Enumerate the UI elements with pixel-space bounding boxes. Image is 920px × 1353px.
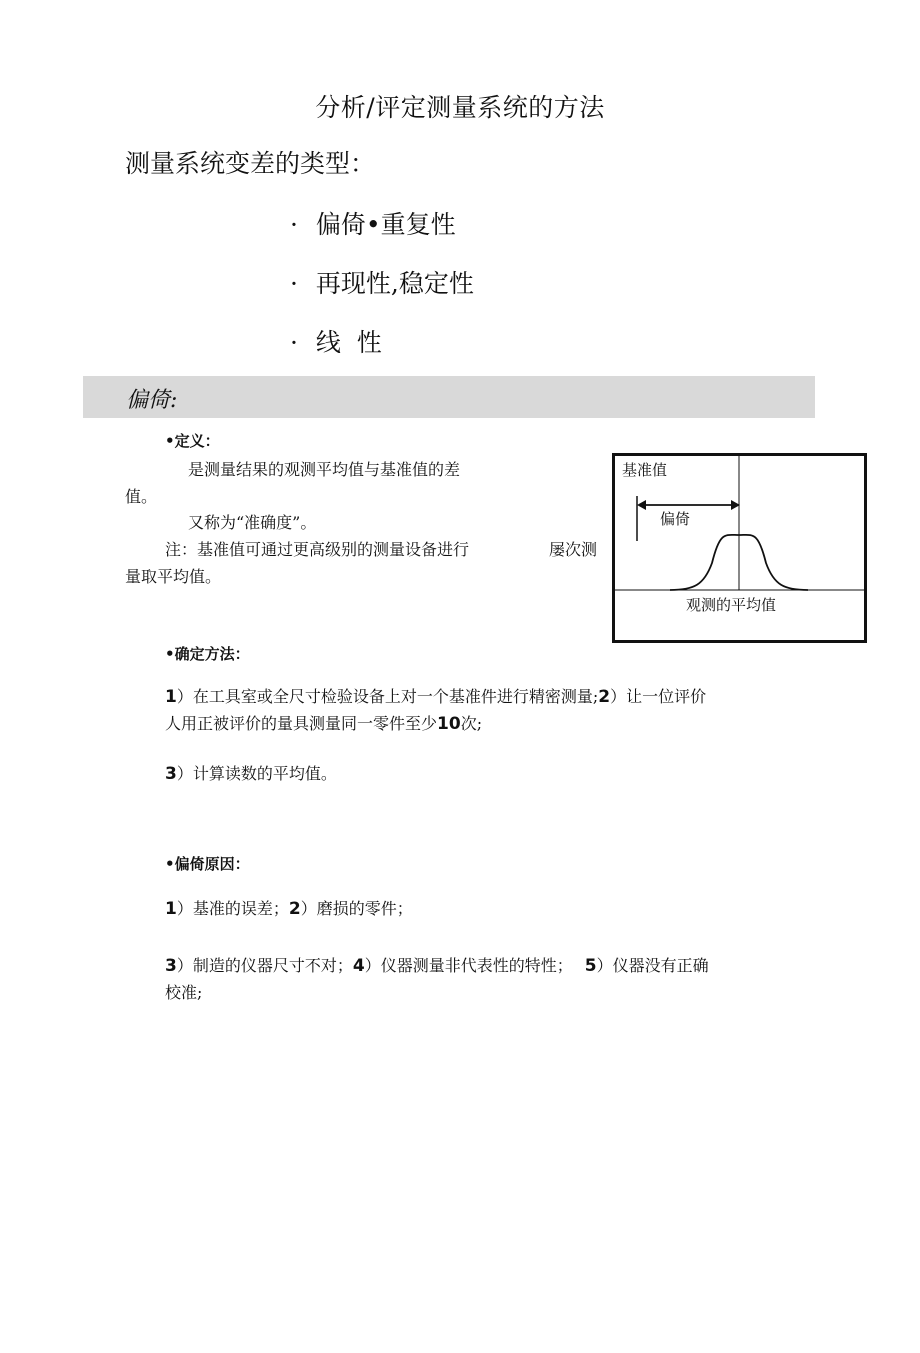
- cause5-text-b: 校准;: [165, 983, 203, 1002]
- causes-line2: [165, 953, 709, 976]
- cause5-number: 5: [584, 956, 597, 976]
- step2-text-b: 人用正被评价的量具测量同一零件至少: [165, 714, 438, 733]
- note-line2: 量取平均值。: [125, 567, 222, 586]
- cause3-number: 3: [165, 956, 177, 976]
- note-line1-a: 注：基准值可通过更高级别的测量设备进行: [165, 540, 470, 559]
- method-heading: •确定方法：: [165, 645, 250, 663]
- type-label: 偏倚•重复性: [315, 210, 456, 239]
- cause3-text: ）制造的仪器尺寸不对；: [176, 956, 353, 975]
- definition-heading: •定义：: [165, 432, 220, 450]
- method-step2-line: [165, 711, 482, 734]
- step1-text: ）在工具室或全尺寸检验设备上对一个基准件进行精密测量;: [176, 687, 599, 706]
- type-item-2: [290, 264, 474, 300]
- cause5-text-a: ）仪器没有正确: [596, 956, 709, 975]
- observed-mean-label: 观测的平均值: [686, 596, 777, 614]
- step2-count: 10: [437, 714, 461, 734]
- bias-label: 偏倚: [660, 510, 691, 528]
- causes-line3: [165, 980, 202, 1003]
- reference-label: 基准值: [622, 461, 668, 479]
- step3-number: 3: [165, 764, 177, 784]
- type-item-3: [290, 323, 382, 359]
- page-title: 分析/评定测量系统的方法: [315, 93, 605, 122]
- step3-text: ）计算读数的平均值。: [176, 764, 337, 783]
- bias-diagram: [612, 453, 868, 645]
- bullet-mark: ·: [290, 328, 298, 357]
- causes-line1: [165, 896, 413, 919]
- bullet-mark: ·: [290, 210, 298, 239]
- step2-text-a: ）让一位评价: [610, 687, 707, 706]
- step2-text-c: 次;: [460, 714, 483, 733]
- cause4-text: ）仪器测量非代表性的特性；: [364, 956, 573, 975]
- type-label: 线 性: [315, 328, 382, 357]
- section-label: 偏倚:: [126, 388, 178, 413]
- type-label: 再现性,稳定性: [315, 269, 474, 298]
- definition-line1: 是测量结果的观测平均值与基准值的差: [188, 460, 461, 479]
- cause2-text: ）磨损的零件；: [300, 899, 413, 918]
- step1-number: 1: [165, 687, 177, 707]
- definition-line1-cont: 值。: [125, 487, 158, 506]
- type-item-1: [290, 205, 456, 241]
- method-step1-line: [165, 684, 706, 707]
- method-step3-line: [165, 761, 337, 784]
- cause4-number: 4: [352, 956, 365, 976]
- section-bar-bias: [83, 376, 815, 418]
- note-line1-b: 屡次测: [549, 540, 598, 559]
- step2-number: 2: [598, 687, 611, 707]
- bullet-mark: ·: [290, 269, 298, 298]
- causes-heading: •偏倚原因：: [165, 855, 250, 873]
- cause1-text: ）基准的误差；: [176, 899, 289, 918]
- definition-line2: 又称为“准确度”。: [188, 513, 317, 532]
- cause1-number: 1: [165, 899, 177, 919]
- subtitle: 测量系统变差的类型：: [125, 149, 376, 178]
- cause2-number: 2: [288, 899, 301, 919]
